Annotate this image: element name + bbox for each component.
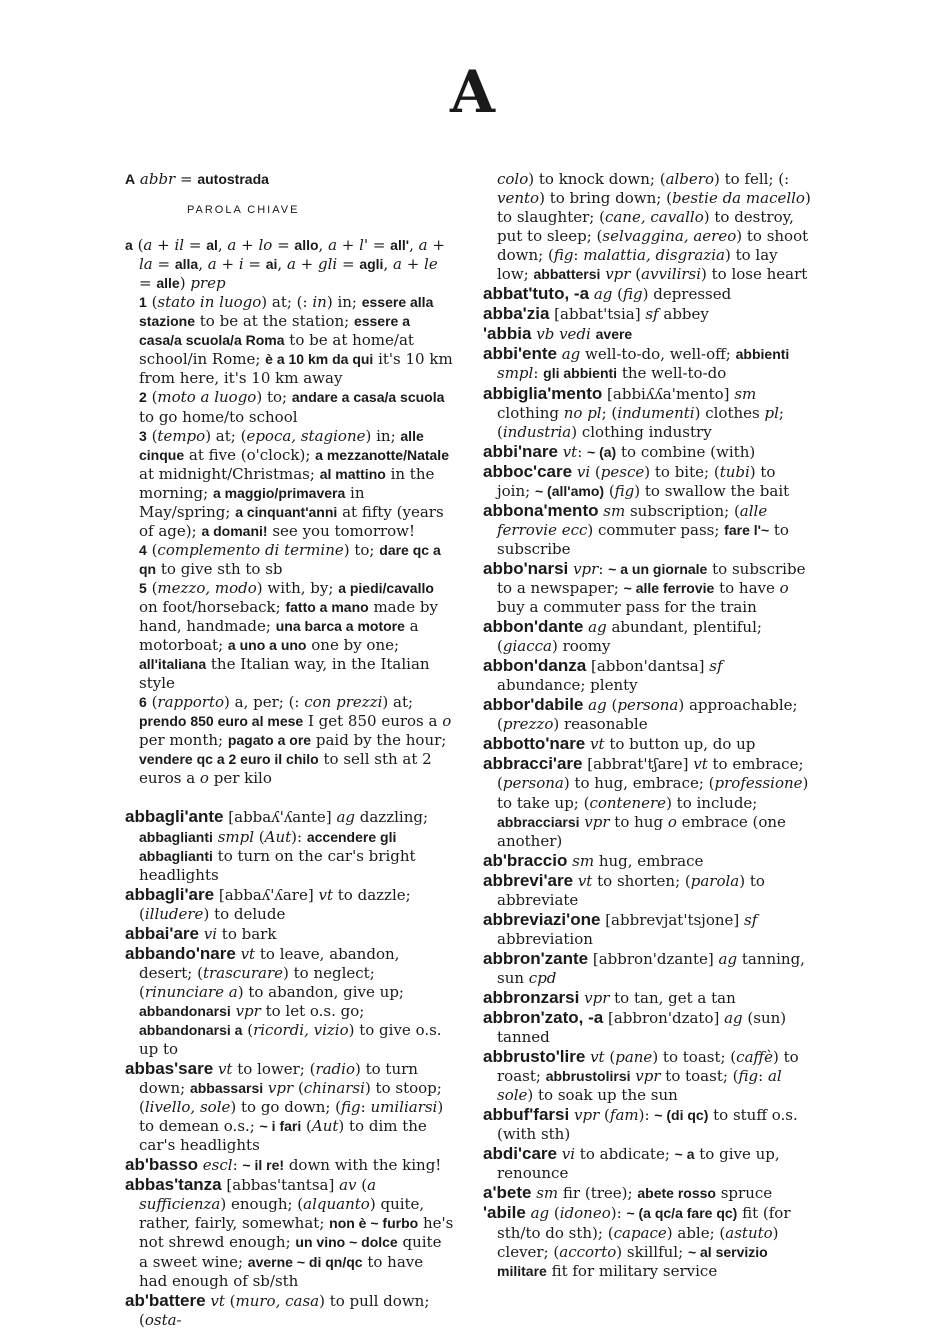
bold-phrase: abbattersi — [533, 266, 601, 283]
bold-phrase: essere a casa/a scuola/a Roma — [139, 313, 410, 349]
italic-label: ag — [561, 345, 581, 364]
dictionary-entry: abbona'mento sm subscription; (alle ferrovie ecc) commuter pass; fare l'~ to subscribe — [483, 500, 789, 558]
italic-label: o — [199, 769, 209, 788]
headword: abbando'nare — [125, 943, 236, 963]
bold-phrase: è a 10 km da qui — [265, 351, 374, 368]
italic-label: mezzo, modo — [157, 578, 257, 597]
dictionary-entry: ab'braccio sm hug, embrace — [483, 850, 704, 870]
headword: abbiglia'mento — [483, 383, 603, 403]
bold-phrase: abbaglianti — [139, 828, 213, 845]
dictionary-entry: abbi'ente ag well-to-do, well-off; abbienti smpl: gli abbienti the well-to-do — [483, 344, 790, 383]
headword: abbuf'farsi — [483, 1105, 570, 1125]
dictionary-entry: abbreviazi'one [abbrevjat'tsjone] sf abbreviation — [483, 909, 758, 948]
italic-label: vt — [217, 1060, 233, 1079]
bold-phrase: abbassarsi — [189, 1080, 264, 1097]
headword: ab'braccio — [483, 850, 568, 870]
italic-label: vt — [318, 885, 333, 904]
italic-label: fig — [738, 1067, 759, 1086]
dictionary-entry: abbon'dante ag abundant, plentiful; (giacca) roomy — [483, 617, 762, 656]
italic-label: persona — [502, 774, 564, 793]
dictionary-entry: abbotto'nare vt to button up, do up — [483, 734, 756, 754]
italic-label: trascurare — [202, 963, 283, 982]
italic-label: a + l' — [328, 236, 369, 255]
headword: abbron'zante — [483, 948, 589, 968]
entry-spacer — [125, 788, 455, 807]
bold-phrase: fatto a mano — [285, 598, 369, 615]
bold-phrase: 1 — [139, 294, 147, 311]
italic-label: umiliarsi — [370, 1098, 438, 1117]
headword: abbas'sare — [125, 1059, 214, 1079]
italic-label: fig — [341, 1098, 361, 1117]
italic-label: vpr — [635, 1067, 661, 1086]
headword: a'bete — [483, 1183, 532, 1203]
italic-label: parola — [690, 871, 740, 890]
bold-phrase: ~ (all'amo) — [534, 482, 605, 499]
italic-label: vpr — [267, 1079, 294, 1098]
bold-phrase: a maggio/primavera — [212, 484, 346, 501]
italic-label: cpd — [528, 968, 557, 987]
italic-label: ag — [336, 808, 355, 827]
italic-label: vpr — [584, 812, 610, 831]
bold-phrase: ~ i fari — [259, 1118, 302, 1135]
italic-label: professione — [714, 774, 803, 793]
italic-label: astuto — [725, 1223, 773, 1242]
italic-label: con prezzi — [304, 693, 383, 712]
bold-phrase: ai — [265, 256, 278, 273]
right-column — [483, 170, 813, 1281]
italic-label: contenere — [589, 793, 667, 812]
bold-phrase: 5 — [139, 579, 147, 596]
headword: abbas'tanza — [125, 1175, 222, 1195]
headword: abbor'dabile — [483, 695, 584, 715]
headword: abbrevi'are — [483, 870, 574, 890]
italic-label: vt — [693, 755, 708, 774]
headword: abbai'are — [125, 923, 199, 943]
headword: abbrusto'lire — [483, 1047, 586, 1067]
bold-phrase: ~ a — [674, 1146, 695, 1163]
headword: abbona'mento — [483, 500, 599, 520]
headword: abbreviazi'one — [483, 909, 601, 929]
italic-label: pesce — [600, 462, 645, 481]
sense-block: 6 (rapporto) a, per; (: con prezzi) at; prendo 850 euro al mese I get 850 euros a o per month; pagato a ore paid by the hour; vendere qc a 2 euro il chilo to sell sth at 2 euros a o per kilo — [139, 693, 452, 788]
dictionary-entry: abbai'are vi to bark — [125, 923, 277, 943]
bold-phrase: a cinquant'anni — [235, 503, 338, 520]
dictionary-entry: abbuf'farsi vpr (fam): ~ (di qc) to stuff o.s. (with sth) — [483, 1105, 798, 1144]
italic-label: al sole — [497, 1067, 782, 1105]
sense-block: 3 (tempo) at; (epoca, stagione) in; alle cinque at five (o'clock); a mezzanotte/Natale at midnight/Christmas; al mattino in the morning; a maggio/primavera in May/spring; a cinquant'anni at fifty (years of age); a domani! see you tomorrow! — [139, 426, 449, 540]
italic-label: prezzo — [502, 715, 554, 734]
dictionary-entry: abbas'tanza [abbas'tantsa] av (a sufficienza) enough; (alquanto) quite, rather, fairly, somewhat; non è ~ furbo he's not shrewd enough; un vino ~ dolce quite a sweet wine; averne ~ di qn/qc to have had enough of sb/sth — [125, 1175, 454, 1290]
dictionary-entry: abbagli'are [abbaʎ'ʎare] vt to dazzle; (illudere) to delude — [125, 884, 411, 923]
dictionary-entry: abbrusto'lire vt (pane) to toast; (caffè) to roast; abbrustolirsi vpr to toast; (fig: al sole) to soak up the sun — [483, 1047, 799, 1105]
italic-label: illudere — [144, 904, 204, 923]
bold-phrase: agli — [359, 256, 384, 273]
bold-phrase: a domani! — [201, 522, 268, 539]
italic-label: ag — [724, 1009, 743, 1028]
bold-phrase: alle cinque — [139, 427, 424, 463]
italic-label: sf — [645, 305, 659, 324]
italic-label: chinarsi — [303, 1079, 365, 1098]
italic-label: Aut — [311, 1117, 339, 1136]
bold-phrase: un vino ~ dolce — [295, 1234, 398, 1251]
italic-label: alquanto — [303, 1195, 370, 1214]
bold-phrase: gli abbienti — [543, 365, 618, 382]
page-letter-heading: A — [449, 58, 495, 126]
keyword-label: PAROLA CHIAVE — [187, 204, 300, 217]
italic-label: ricordi, vizio — [253, 1020, 349, 1039]
bold-phrase: andare a casa/a scuola — [291, 389, 445, 406]
italic-label: a + il — [143, 236, 185, 255]
bold-phrase: a uno a uno — [227, 637, 307, 654]
headword: abbracci'are — [483, 754, 583, 774]
bold-phrase: 3 — [139, 427, 147, 444]
headword: abbat'tuto, -a — [483, 284, 590, 304]
headword: abbotto'nare — [483, 734, 586, 754]
italic-label: moto a luogo — [157, 388, 257, 407]
italic-label: fig — [553, 246, 574, 265]
italic-label: bestie da macello — [671, 189, 805, 208]
bold-phrase: ~ (a qc/a fare qc) — [626, 1205, 738, 1222]
bold-phrase: ~ al servizio militare — [497, 1243, 768, 1279]
italic-label: ag — [588, 696, 607, 715]
dictionary-entry: abbron'zato, -a [abbron'dzato] ag (sun) tanned — [483, 1008, 787, 1047]
italic-label: radio — [315, 1060, 355, 1079]
dictionary-entry: abbo'narsi vpr: ~ a un giornale to subscribe to a newspaper; ~ alle ferrovie to have o buy a commuter pass for the train — [483, 558, 806, 617]
bold-phrase: all'italiana — [139, 656, 207, 673]
italic-label: fam — [609, 1106, 639, 1125]
italic-label: fig — [614, 481, 635, 500]
dictionary-entry: abbronzarsi vpr to tan, get a tan — [483, 987, 736, 1007]
italic-label: accorto — [559, 1242, 617, 1261]
italic-label: vi — [576, 462, 591, 481]
dictionary-entry — [483, 324, 813, 344]
italic-label: industria — [502, 422, 572, 441]
italic-label: stato in luogo — [157, 293, 262, 312]
bold-phrase: fare l'~ — [724, 521, 770, 538]
bold-phrase: a — [125, 237, 133, 254]
headword: abdi'care — [483, 1144, 557, 1164]
sense-block: 2 (moto a luogo) to; andare a casa/a scuola to go home/to school — [139, 388, 445, 426]
italic-label: smpl — [217, 827, 255, 846]
bold-phrase: abbienti — [735, 346, 790, 363]
italic-label: alle ferrovie ecc — [497, 501, 768, 539]
headword: abba'zia — [483, 304, 550, 324]
headword: ab'battere — [125, 1290, 206, 1310]
bold-phrase: prendo 850 euro al mese — [139, 713, 304, 730]
italic-label: a + lo — [227, 236, 273, 255]
bold-phrase: una barca a motore — [275, 618, 405, 635]
italic-label: colo — [497, 170, 529, 188]
italic-label: o — [442, 712, 452, 731]
italic-label: ag — [593, 285, 613, 304]
dictionary-entry: 'abile ag (idoneo): ~ (a qc/a fare qc) fit (for sth/to do sth); (capace) able; (astuto) clever; (accorto) skillful; ~ al servizio militare fit for military service — [483, 1203, 791, 1280]
bold-phrase: abbandonarsi — [139, 1002, 231, 1019]
bold-phrase: A — [125, 171, 136, 187]
headword: abbron'zato, -a — [483, 1008, 604, 1028]
dictionary-entry: abbagli'ante [abbaʎ'ʎante] ag dazzling; abbaglianti smpl (Aut): accendere gli abbaglianti to turn on the car's bright headlights — [125, 807, 429, 884]
italic-label: a + i — [207, 255, 244, 274]
headword: abbi'nare — [483, 441, 558, 461]
dictionary-entry: ab'battere vt (muro, casa) to pull down; (osta- — [125, 1290, 430, 1329]
italic-label: rapporto — [157, 693, 224, 712]
sense-block: 5 (mezzo, modo) with, by; a piedi/cavallo on foot/horseback; fatto a mano made by hand, handmade; una barca a motore a motorboat; a uno a uno one by one; all'italiana the Italian way, in the Italian style — [139, 578, 438, 693]
headword: 'abbia — [483, 324, 532, 344]
left-column — [125, 170, 455, 1330]
italic-label: persona — [617, 696, 679, 715]
italic-label: vi — [561, 1145, 576, 1164]
italic-label: indumenti — [617, 403, 695, 422]
italic-label: ag — [588, 618, 607, 637]
italic-label: escl — [202, 1156, 233, 1175]
italic-label: rinunciare a — [144, 982, 238, 1001]
italic-label: livello, sole — [144, 1098, 231, 1117]
bold-phrase: abbrustolirsi — [545, 1068, 631, 1085]
italic-label: pl — [764, 403, 779, 422]
italic-label: vpr — [235, 1001, 261, 1020]
italic-label: giacca — [502, 637, 552, 656]
dictionary-entry: abbrevi'are vt to shorten; (parola) to abbreviate — [483, 870, 765, 909]
headword: abbronzarsi — [483, 987, 580, 1007]
bold-phrase: autostrada — [197, 171, 269, 187]
dictionary-entry: abba'zia [abbat'tsia] sf abbey — [483, 304, 709, 324]
dictionary-entry: abboc'care vi (pesce) to bite; (tubi) to join; ~ (all'amo) (fig) to swallow the bait — [483, 461, 790, 500]
bold-phrase: ~ (di qc) — [654, 1107, 709, 1124]
bold-phrase: all' — [390, 237, 410, 254]
bold-phrase: 6 — [139, 694, 147, 711]
italic-label: vt — [577, 871, 593, 890]
italic-label: a + le — [393, 255, 438, 274]
italic-label: complemento di termine — [157, 540, 344, 559]
italic-label: vt — [590, 735, 605, 754]
dictionary-entry: abdi'care vi to abdicate; ~ a to give up, renounce — [483, 1144, 780, 1183]
italic-label: sm — [572, 851, 595, 870]
dictionary-entry: abbas'sare vt to lower; (radio) to turn down; abbassarsi vpr (chinarsi) to stoop; (livello, sole) to go down; (fig: umiliarsi) to demean o.s.; ~ i fari (Aut) to dim the car's headlights — [125, 1059, 444, 1155]
italic-label: vi — [203, 924, 218, 943]
italic-label: a + gli — [286, 255, 338, 274]
bold-phrase: ~ a un giornale — [608, 560, 708, 577]
bold-phrase: essere alla stazione — [139, 294, 434, 330]
italic-label: pane — [615, 1048, 653, 1067]
italic-label: albero — [665, 170, 714, 188]
bold-phrase: 2 — [139, 389, 147, 406]
bold-phrase: ~ alle ferrovie — [623, 579, 715, 596]
entry-continuation: colo) to knock down; (albero) to fell; (: vento) to bring down; (bestie da macello) to slaughter; (cane, cavallo) to destroy, put to sleep; (selvaggina, aereo) to shoot down; (fig: malattia, disgrazia) to lay low; abbattersi vpr (avvilirsi) to lose heart — [497, 170, 811, 284]
dictionary-entry: a (a + il = al, a + lo = allo, a + l' = all', a + la = alla, a + i = ai, a + gli = agli, a + le = alle) prep — [125, 236, 445, 293]
italic-label: avvilirsi — [641, 265, 702, 284]
italic-label: vb vedi — [536, 325, 591, 344]
italic-label: vpr — [573, 559, 599, 578]
italic-label: epoca, stagione — [246, 426, 366, 445]
headword: abbo'narsi — [483, 558, 569, 578]
bold-phrase: a piedi/cavallo — [338, 579, 434, 596]
bold-phrase: ~ il re! — [242, 1157, 285, 1174]
italic-label: vt — [240, 944, 256, 963]
italic-label: abbr — [139, 170, 176, 188]
dictionary-entry: abbando'nare vt to leave, abandon, desert; (trascurare) to neglect; (rinunciare a) to abandon, give up; abbandonarsi vpr to let o.s. go; abbandonarsi a (ricordi, vizio) to give o.s. up to — [125, 943, 442, 1059]
headword: abboc'care — [483, 461, 573, 481]
headword: abbon'danza — [483, 656, 587, 676]
italic-label: vpr — [584, 988, 610, 1007]
headword: abbagli'are — [125, 884, 215, 904]
italic-label: tubi — [719, 462, 750, 481]
bold-phrase: vendere qc a 2 euro il chilo — [139, 751, 319, 768]
italic-label: sf — [709, 657, 723, 676]
bold-phrase: a mezzanotte/Natale — [315, 446, 449, 463]
italic-label: vt — [590, 1048, 605, 1067]
italic-label: malattia, disgrazia — [583, 246, 725, 265]
dictionary-entry: abbi'nare vt: ~ (a) to combine (with) — [483, 441, 756, 461]
headword: ab'basso — [125, 1155, 199, 1175]
italic-label: vento — [497, 189, 540, 208]
dictionary-entry: A abbr = autostrada — [125, 170, 269, 188]
bold-phrase: ~ (a) — [587, 443, 617, 460]
bold-phrase: abete rosso — [637, 1185, 716, 1202]
bold-phrase: al mattino — [319, 465, 386, 482]
italic-label: idoneo — [559, 1204, 611, 1223]
italic-label: vt — [562, 442, 578, 461]
bold-phrase: 4 — [139, 541, 147, 558]
italic-label: caffè — [736, 1048, 774, 1067]
dictionary-entry: abbat'tuto, -a ag (fig) depressed — [483, 284, 732, 304]
bold-phrase: avere — [595, 326, 633, 343]
dictionary-entry: abbron'zante [abbron'dzante] ag tanning, sun cpd — [483, 948, 805, 987]
italic-label: tempo — [157, 426, 206, 445]
dictionary-entry: abbiglia'mento [abbiʎʎa'mento] sm clothing no pl; (indumenti) clothes pl; (industria) clothing industry — [483, 383, 784, 441]
italic-label: o — [667, 812, 677, 831]
bold-phrase: dare qc a qn — [139, 541, 441, 577]
bold-phrase: averne ~ di qn/qc — [247, 1253, 363, 1270]
bold-phrase: abbracciarsi — [497, 813, 580, 830]
dictionary-entry: abbracci'are [abbrat'tʃare] vt to embrace; (persona) to hug, embrace; (professione) to take up; (contenere) to include; abbracciarsi vpr to hug o embrace (one another) — [483, 754, 809, 850]
italic-label: vt — [210, 1291, 225, 1310]
bold-phrase: pagato a ore — [227, 732, 312, 749]
italic-label: sf — [744, 910, 758, 929]
headword: abbi'ente — [483, 344, 557, 364]
italic-label: vpr — [605, 265, 631, 284]
bold-phrase: al — [206, 237, 218, 254]
dictionary-entry: abbon'danza [abbon'dantsa] sf abundance; plenty — [483, 656, 723, 695]
bold-phrase: alla — [174, 256, 199, 273]
headword: 'abile — [483, 1203, 526, 1223]
italic-label: ag — [530, 1204, 550, 1223]
italic-label: a sufficienza — [139, 1176, 377, 1214]
italic-label: av — [339, 1176, 357, 1195]
italic-label: Aut — [264, 827, 292, 846]
italic-label: sm — [603, 501, 626, 520]
headword: abbagli'ante — [125, 807, 224, 827]
italic-label: osta- — [144, 1310, 182, 1329]
italic-label: no pl — [563, 403, 602, 422]
bold-phrase: alle — [156, 275, 180, 292]
italic-label: cane, cavallo — [604, 208, 704, 227]
bold-phrase: accendere gli abbaglianti — [139, 828, 397, 864]
bold-phrase: abbandonarsi a — [139, 1021, 243, 1038]
italic-label: ag — [718, 949, 738, 968]
italic-label: vpr — [574, 1106, 600, 1125]
dictionary-entry: a'bete sm fir (tree); abete rosso spruce — [483, 1183, 773, 1203]
italic-label: fig — [623, 285, 643, 304]
italic-label: a + la — [139, 236, 445, 274]
sense-block: 4 (complemento di termine) to; dare qc a qn to give sth to sb — [139, 540, 441, 578]
italic-label: o — [779, 578, 789, 597]
italic-label: selvaggina, aereo — [602, 227, 737, 246]
bold-phrase: allo — [294, 237, 319, 254]
italic-label: sm — [536, 1184, 559, 1203]
italic-label: prep — [190, 274, 226, 293]
italic-label: smpl — [497, 364, 534, 383]
sense-block: 1 (stato in luogo) at; (: in) in; essere alla stazione to be at the station; essere a casa/a scuola/a Roma to be at home/at school/in Rome; è a 10 km da qui it's 10 km from here, it's 10 km away — [139, 293, 453, 388]
italic-label: sm — [734, 384, 757, 403]
dictionary-entry: ab'basso escl: ~ il re! down with the king! — [125, 1155, 442, 1175]
italic-label: in — [312, 293, 327, 312]
headword: abbon'dante — [483, 617, 584, 637]
italic-label: capace — [613, 1223, 667, 1242]
bold-phrase: non è ~ furbo — [329, 1215, 419, 1232]
italic-label: muro, casa — [235, 1291, 320, 1310]
dictionary-entry: abbor'dabile ag (persona) approachable; (prezzo) reasonable — [483, 695, 798, 734]
